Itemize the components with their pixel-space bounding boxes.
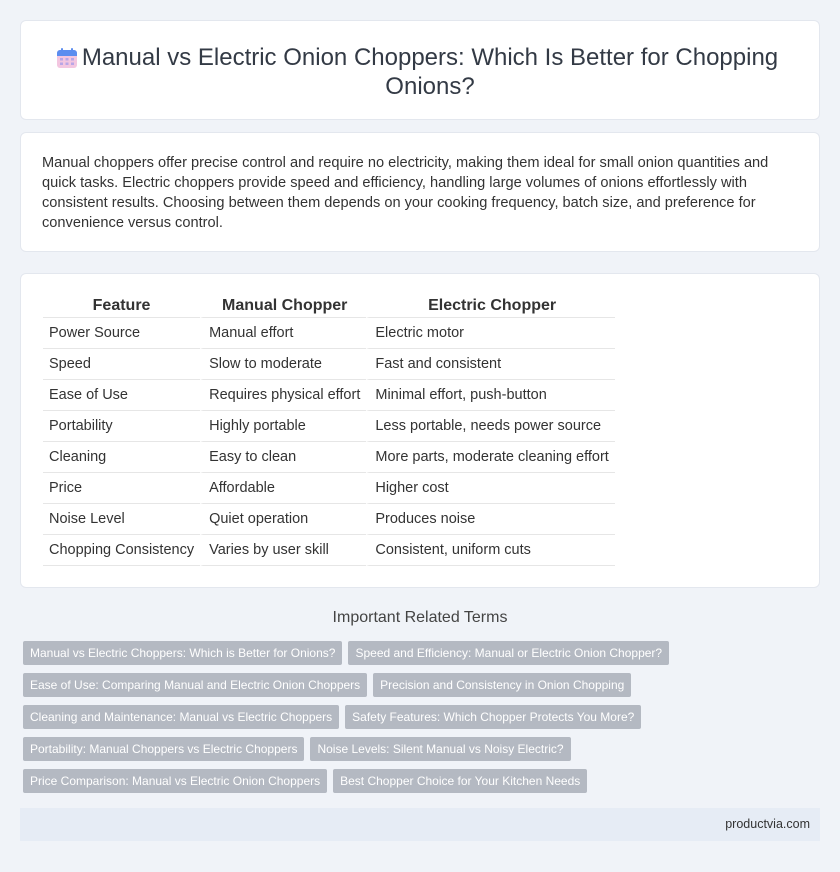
table-row [43, 380, 615, 411]
cell-electric: Higher cost [366, 473, 614, 504]
cell-feature: Noise Level [43, 504, 200, 535]
related-term-tag[interactable]: Ease of Use: Comparing Manual and Electric Onion Choppers [23, 673, 367, 697]
cell-manual: Manual effort [200, 318, 366, 349]
cell-feature: Ease of Use [43, 380, 200, 411]
cell-manual: Slow to moderate [200, 349, 366, 380]
table-row [43, 411, 615, 442]
comparison-card [20, 273, 820, 588]
cell-electric: Produces noise [366, 504, 614, 535]
table-row [43, 535, 615, 566]
cell-feature: Speed [43, 349, 200, 380]
header-electric: Electric Chopper [366, 294, 614, 318]
cell-electric: Fast and consistent [366, 349, 614, 380]
cell-manual: Quiet operation [200, 504, 366, 535]
cell-electric: Minimal effort, push-button [366, 380, 614, 411]
intro-card [20, 132, 820, 252]
cell-manual: Easy to clean [200, 442, 366, 473]
intro-text: Manual choppers offer precise control and require no electricity, making them ideal for small onion quantities and quick tasks. Electric choppers provide speed and efficiency, handling large volumes of onions effortlessly with consistent results. Choosing between them depends on your cooking frequency, batch size, and preference for convenience versus control. [42, 155, 769, 231]
header-manual: Manual Chopper [200, 294, 366, 318]
related-terms-title: Important Related Terms [332, 609, 508, 626]
related-term-tag[interactable]: Speed and Efficiency: Manual or Electric Onion Chopper? [348, 641, 669, 665]
cell-electric: More parts, moderate cleaning effort [366, 442, 614, 473]
table-row [43, 473, 615, 504]
cell-electric: Electric motor [366, 318, 614, 349]
header-card [20, 20, 820, 120]
cell-manual: Requires physical effort [200, 380, 366, 411]
comparison-table [43, 294, 615, 566]
cell-feature: Cleaning [43, 442, 200, 473]
table-row [43, 504, 615, 535]
cell-manual: Affordable [200, 473, 366, 504]
cell-manual: Varies by user skill [200, 535, 366, 566]
related-term-tag[interactable]: Precision and Consistency in Onion Chopping [373, 673, 631, 697]
related-term-tag[interactable]: Noise Levels: Silent Manual vs Noisy Electric? [310, 737, 570, 761]
page-title: Manual vs Electric Onion Choppers: Which Is Better for Chopping Onions? [81, 44, 779, 100]
related-term-tag[interactable]: Cleaning and Maintenance: Manual vs Electric Choppers [23, 705, 339, 729]
related-term-tag[interactable]: Safety Features: Which Chopper Protects You More? [345, 705, 641, 729]
site-link[interactable]: productvia.com [725, 817, 810, 831]
cell-feature: Price [43, 473, 200, 504]
cell-feature: Power Source [43, 318, 200, 349]
cell-feature: Chopping Consistency [43, 535, 200, 566]
cell-manual: Highly portable [200, 411, 366, 442]
cell-electric: Consistent, uniform cuts [366, 535, 614, 566]
cell-feature: Portability [43, 411, 200, 442]
table-row [43, 349, 615, 380]
related-terms-list [23, 641, 803, 801]
related-term-tag[interactable]: Manual vs Electric Choppers: Which is Better for Onions? [23, 641, 342, 665]
cell-electric: Less portable, needs power source [366, 411, 614, 442]
footer [20, 808, 820, 841]
table-row [43, 442, 615, 473]
table-row [43, 318, 615, 349]
header-feature: Feature [43, 294, 200, 318]
related-term-tag[interactable]: Best Chopper Choice for Your Kitchen Needs [333, 769, 587, 793]
related-term-tag[interactable]: Portability: Manual Choppers vs Electric Choppers [23, 737, 304, 761]
related-term-tag[interactable]: Price Comparison: Manual vs Electric Onion Choppers [23, 769, 327, 793]
